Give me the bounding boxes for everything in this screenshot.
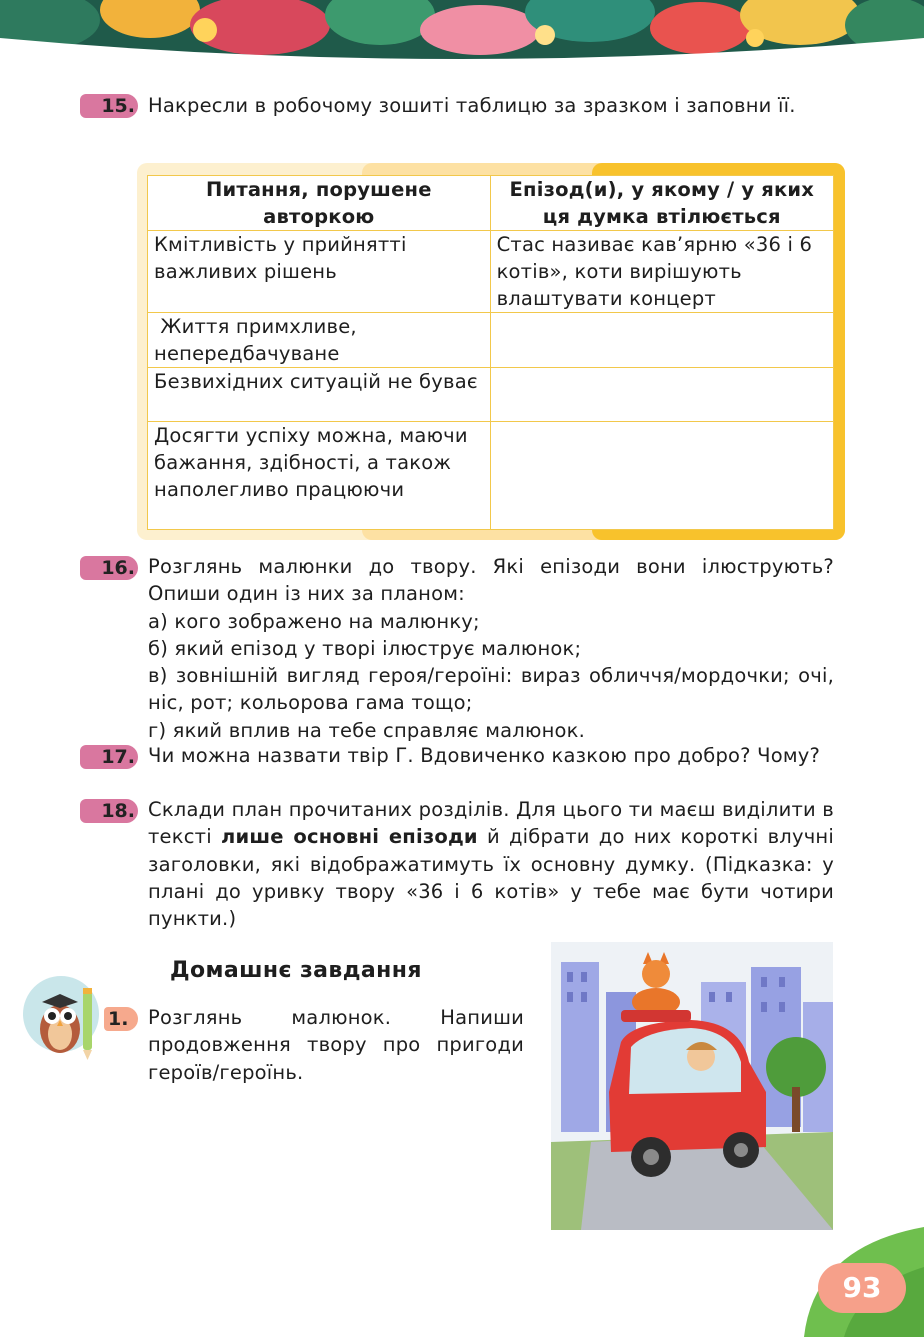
car-cats-illustration [551,942,833,1230]
table-cell: Безвихідних ситуацій не буває [148,368,491,422]
task-text-bold: лише основні епізоди [220,825,478,849]
homework-number-badge: 1. [104,1007,138,1031]
owl-mascot-icon [20,974,102,1064]
table-header-question: Питання, порушене авторкою [148,176,491,231]
table-cell [490,313,833,368]
table-row [148,368,834,422]
task-text [148,553,834,744]
task-line: б) який епізод у творі ілюструє малюнок; [148,636,582,660]
decorative-floral-banner [0,0,924,62]
task-line: в) зовнішній вигляд героя/героїні: вираз обличчя/мордочки; очі, ніс, рот; кольорова гама тощо; [148,664,834,715]
task-text: Чи можна назвати твір Г. Вдовиченко казкою про добро? Чому? [148,744,821,767]
page-number: 93 [818,1263,906,1313]
table-row [148,231,834,313]
episode-table [147,175,834,530]
episode-table-frame [137,163,845,540]
task-line: а) кого зображено на малюнку; [148,609,480,633]
table-cell: Стас називає кав’ярню «36 і 6 котів», коти вирішують влаштувати концерт [490,231,833,313]
task-number-badge: 18. [80,799,138,823]
task-number-badge: 15. [80,94,138,118]
homework-title: Домашнє завдання [170,958,422,983]
task-text-part: Склади план прочитаних розділів. Для цього ти маєш виділити в тексті [148,798,834,849]
task-text: Накресли в робочому зошиті таблицю за зразком і заповни її. [148,94,796,117]
task-text [148,796,834,932]
task-number-badge: 17. [80,745,138,769]
table-header-episode: Епізод(и), у якому / у яких ця думка втілюється [490,176,833,231]
task-line: г) який вплив на тебе справляє малюнок. [148,718,586,742]
task-line: Розглянь малюнки до твору. Які епізоди вони ілюструють? Опиши один із них за планом: [148,555,834,606]
table-cell: Досягти успіху можна, маючи бажання, здібності, а також наполегливо працюючи [148,422,491,530]
homework-text: Розглянь малюнок. Напиши продовження твору про пригоди героїв/героїнь. [148,1006,524,1084]
task-number-badge: 16. [80,556,138,580]
table-cell [490,422,833,530]
table-cell: Життя примхливе, непередбачуване [148,313,491,368]
table-cell [490,368,833,422]
table-row [148,313,834,368]
table-row [148,422,834,530]
task-text-part: й дібрати до них короткі влучні заголовки, які відображатимуть їх основну думку. (Підказка: у плані до уривку твору «36 і 6 котів» у тебе має бути чотири пункти.) [148,825,834,931]
table-cell: Кмітливість у прийнятті важливих рішень [148,231,491,313]
